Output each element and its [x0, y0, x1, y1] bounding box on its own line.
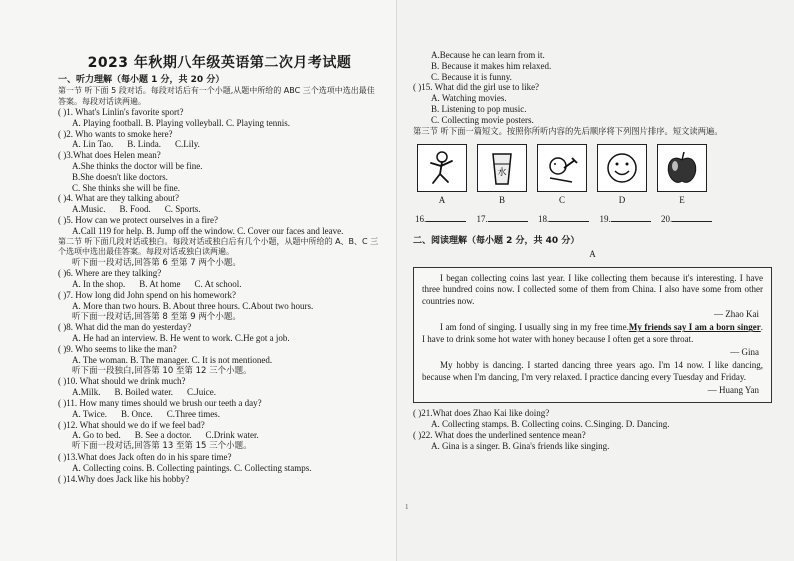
option-15a: A. Watching movies. [431, 93, 507, 104]
paragraph-huang-yan: My hobby is dancing. I started dancing three years ago. I'm 14 now. I like dancing, because when I'm dancing, I'm very relaxed. I practice dancing every Tuesday and Friday. [422, 360, 763, 382]
picture-d [597, 144, 647, 205]
option-b: B. Linda. [127, 139, 161, 150]
option-c: C. Sports. [164, 204, 201, 215]
question-22: ( )22. What does the underlined sentence mean? [413, 429, 586, 440]
picture-a [417, 144, 467, 205]
options-7: A. More than two hours. B. About three hours. C.About two hours. [72, 300, 314, 311]
option-a: A. Lin Tao. [72, 139, 114, 150]
answer-blank[interactable] [426, 221, 466, 222]
options-21: A. Collecting stamps. B. Collecting coins. C.Singing. D. Dancing. [431, 419, 670, 430]
picture-label: D [618, 195, 626, 206]
option-3a: A.She thinks the doctor will be fine. [72, 160, 203, 171]
question-9: ( )9. Who seems to like the man? [58, 343, 177, 354]
option-15c: C. Collecting movie posters. [431, 114, 534, 125]
exam-title: 2023 年秋期八年级英语第二次月考试题 [87, 55, 352, 71]
apple-icon [657, 144, 707, 192]
passage-label: A [589, 249, 596, 260]
option-b: B. Once. [120, 408, 153, 419]
picture-label: E [679, 195, 685, 206]
answer-blank[interactable] [549, 221, 589, 222]
option-15b: B. Listening to pop music. [431, 103, 527, 114]
question-14: ( )14.Why does Jack like his hobby? [58, 473, 190, 484]
options-4 [72, 204, 381, 215]
subsection-8-9: 听下面一段对话,回答第 8 至第 9 两个小题。 [72, 311, 241, 322]
picture-label: C [558, 195, 565, 206]
options-5: A.Call 119 for help. B. Jump off the window. C. Cover our faces and leave. [72, 225, 344, 236]
option-a: A. Go to bed. [72, 430, 121, 441]
question-15: ( )15. What did the girl use to like? [413, 82, 540, 93]
svg-text:水: 水 [497, 168, 507, 179]
smiley-face-icon [597, 144, 647, 192]
blank-label: 17. [476, 214, 488, 225]
part2-heading: 二、阅读理解（每小题 2 分，共 40 分） [413, 236, 580, 247]
question-5: ( )5. How can we protect ourselves in a fire? [58, 214, 218, 225]
water-glass-icon [477, 144, 527, 192]
section1-instructions: 第一节 听下面 5 段对话。每段对话后有一个小题,从题中所给的 ABC 三个选项中选出最佳答案。每段对话读两遍。 [58, 86, 375, 106]
picture-row [417, 144, 772, 205]
subsection-6-7: 听下面一段对话,回答第 6 至第 7 两个小题。 [72, 257, 241, 268]
option-c: C. At school. [194, 279, 242, 290]
answer-blank[interactable] [611, 221, 651, 222]
question-10: ( )10. What should we drink much? [58, 376, 186, 387]
section2-instructions: 第二节 听下面几段对话或独白。每段对话或独白后有几个小题，从题中所给的 A、B、C 三个选项中选出最佳答案。每段对话或独白读两遍。 [58, 236, 379, 257]
brushing-teeth-icon [537, 144, 587, 192]
blank-label: 19. [599, 214, 611, 225]
option-a: A.Music. [72, 204, 106, 215]
option-a: A. Twice. [72, 408, 107, 419]
question-12: ( )12. What should we do if we feel bad? [58, 419, 205, 430]
right-page [397, 0, 794, 561]
blank-label: 16. [415, 214, 427, 225]
subsection-13-15: 听下面一段对话,回答第 13 至第 15 三个小题。 [72, 441, 252, 452]
options-11 [72, 409, 381, 420]
options-13: A. Collecting coins. B. Collecting paintings. C. Collecting stamps. [72, 462, 312, 473]
options-22: A. Gina is a singer. B. Gina's friends like singing. [431, 440, 610, 451]
option-14b: B. Because it makes him relaxed. [431, 60, 552, 71]
question-6: ( )6. Where are they talking? [58, 268, 162, 279]
options-6 [72, 279, 381, 290]
option-c: C.Three times. [166, 408, 220, 419]
question-21: ( )21.What does Zhao Kai like doing? [413, 408, 550, 419]
option-a: A.Milk. [72, 387, 101, 398]
blank-label: 20. [661, 214, 673, 225]
option-3c: C. She thinks she will be fine. [72, 182, 180, 193]
option-3b: B.She doesn't like doctors. [72, 171, 168, 182]
option-14a: A.Because he can learn from it. [431, 50, 545, 60]
answer-blank[interactable] [488, 221, 528, 222]
options-8: A. He had an interview. B. He went to work. C.He got a job. [72, 333, 290, 344]
text-run: . I have to drink some hot water with honey because I often get a sore throat. [422, 322, 764, 344]
option-a: A. In the shop. [72, 279, 126, 290]
question-7: ( )7. How long did John spend on his homework? [58, 289, 236, 300]
options-9: A. The woman. B. The manager. C. It is not mentioned. [72, 354, 273, 365]
question-2: ( )2. Who wants to smoke here? [58, 128, 173, 139]
option-b: B. Food. [119, 204, 151, 215]
underlined-sentence: My friends say I am a born singer [628, 322, 761, 333]
question-3: ( )3.What does Helen mean? [58, 150, 161, 161]
subsection-10-12: 听下面一段独白,回答第 10 至第 12 三个小题。 [72, 365, 252, 376]
picture-e [657, 144, 707, 205]
signature-zhao-kai: — Zhao Kai [714, 309, 759, 320]
picture-c [537, 144, 587, 205]
options-10 [72, 387, 381, 398]
running-boy-icon [417, 144, 467, 192]
text-run: I am fond of singing. I usually sing in my free time. [440, 322, 629, 333]
question-13: ( )13.What does Jack often do in his spare time? [58, 451, 232, 462]
part1-heading: 一、听力理解（每小题 1 分，共 20 分） [58, 75, 225, 85]
option-c: C.Juice. [187, 387, 217, 398]
options-12 [72, 430, 381, 441]
picture-label: B [498, 195, 505, 206]
option-c: C.Drink water. [205, 430, 259, 441]
question-11: ( )11. How many times should we brush our teeth a day? [58, 397, 262, 408]
option-b: B. At home [139, 279, 181, 290]
signature-huang-yan: — Huang Yan [707, 385, 759, 396]
question-4: ( )4. What are they talking about? [58, 193, 180, 204]
blank-label: 18. [538, 214, 550, 225]
answer-blank[interactable] [672, 221, 712, 222]
picture-label: A [438, 195, 446, 206]
options-2 [72, 139, 381, 150]
option-b: B. Boiled water. [114, 387, 174, 398]
question-8: ( )8. What did the man do yesterday? [58, 322, 192, 333]
option-c: C.Lily. [174, 139, 200, 150]
reading-passage [413, 267, 772, 404]
paragraph-gina [422, 322, 763, 345]
answer-blanks [415, 214, 772, 224]
option-14c: C. Because it is funny. [431, 71, 512, 82]
signature-gina: — Gina [730, 347, 759, 358]
paragraph-zhao-kai: I began collecting coins last year. I like collecting them because it's interesting. I have three hundred coins now. I collected some of them from China. I also have some from other countries now. [422, 272, 763, 306]
question-1: ( )1. What's Linlin's favorite sport? [58, 107, 184, 117]
options-1: A. Playing football. B. Playing volleyball. C. Playing tennis. [72, 117, 290, 128]
picture-b [477, 144, 527, 205]
page-number: 1 [405, 503, 409, 511]
option-b: B. See a doctor. [134, 430, 192, 441]
section3-instructions: 第三节 听下面一篇短文。按照你所听内容的先后顺序将下列图片排序。短文读两遍。 [413, 125, 723, 136]
